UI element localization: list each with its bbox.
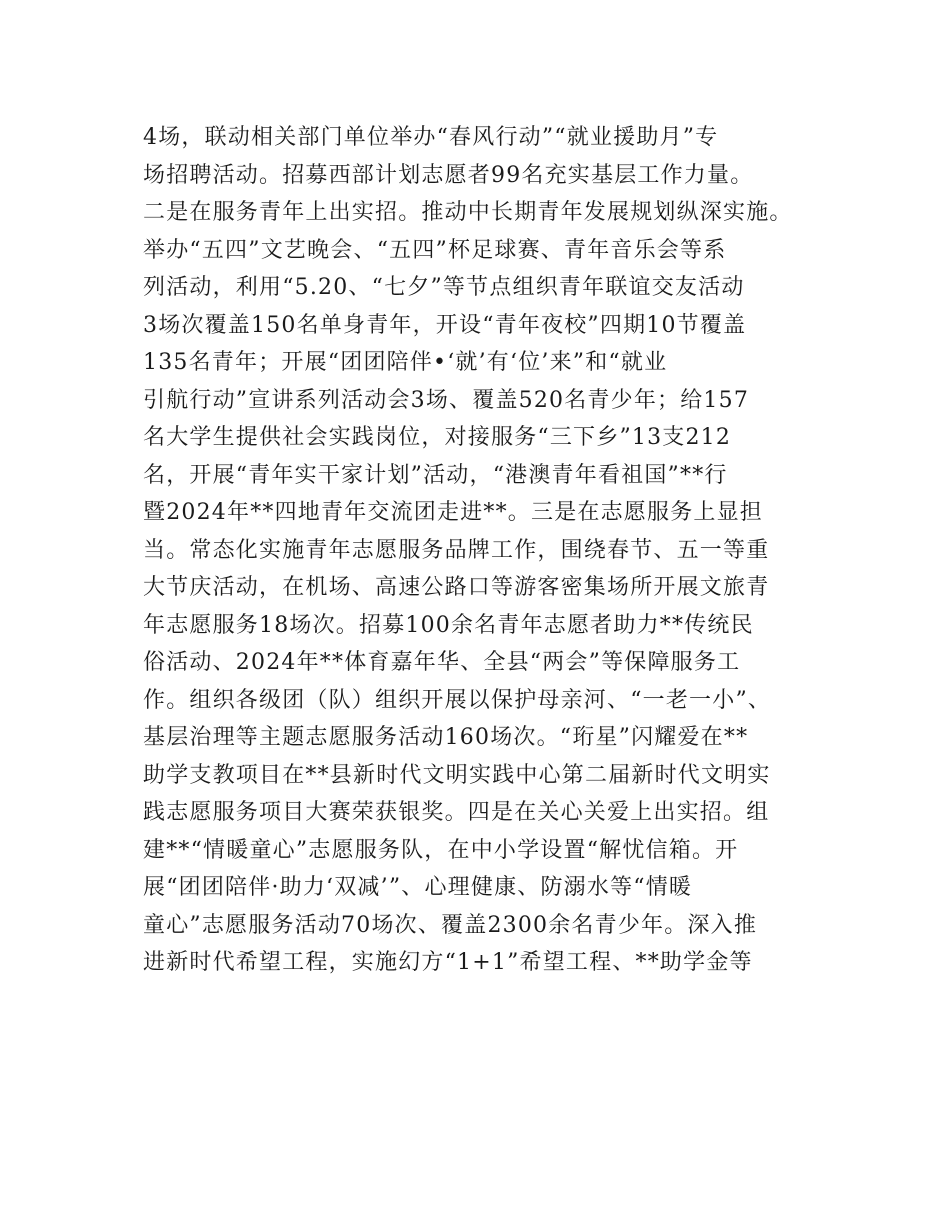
text-line-12: 当。常态化实施青年志愿服务品牌工作，围绕春节、五一等重 [143, 537, 770, 563]
text-line-16: 作。组织各级团（队）组织开展以保护母亲河、“一老一小”、 [143, 687, 772, 713]
text-line-4: 举办“五四”文艺晚会、“五四”杯足球赛、青年音乐会等系 [143, 237, 727, 263]
text-line-5: 列活动，利用“5.20、“七夕”等节点组织青年联谊交友活动 [143, 275, 745, 300]
text-line-18: 助学支教项目在**县新时代文明实践中心第二届新时代文明实 [143, 762, 771, 788]
text-line-2: 场招聘活动。招募西部计划志愿者99名充实基层工作力量。 [143, 162, 754, 188]
body-text [143, 119, 833, 982]
text-line-8: 引航行动”宣讲系列活动会3场、覆盖520名青少年；给157 [143, 387, 750, 413]
text-line-11: 暨2024年**四地青年交流团走进**。三是在志愿服务上显担 [143, 500, 763, 525]
text-line-13: 大节庆活动，在机场、高速公路口等游客密集场所开展文旅青 [143, 575, 770, 600]
text-line-17: 基层治理等主题志愿服务活动160场次。“珩星”闪耀爱在** [143, 725, 749, 750]
text-line-3: 二是在服务青年上出实招。推动中长期青年发展规划纵深实施。 [143, 200, 793, 225]
text-line-7: 135名青年；开展“团团陪伴•‘就’有‘位’来”和“就业 [143, 350, 668, 375]
text-line-10: 名，开展“青年实干家计划”活动，“港澳青年看祖国”**行 [143, 462, 728, 488]
text-line-21: 展“团团陪伴·助力‘双减’”、心理健康、防溺水等“情暖 [143, 875, 693, 900]
text-line-9: 名大学生提供社会实践岗位，对接服务“三下乡”13支212 [143, 425, 732, 450]
text-line-15: 俗活动、2024年**体育嘉年华、全县“两会”等保障服务工 [143, 650, 741, 675]
text-line-14: 年志愿服务18场次。招募100余名青年志愿者助力**传统民 [143, 612, 754, 638]
text-line-22: 童心”志愿服务活动70场次、覆盖2300余名青少年。深入推 [143, 912, 758, 938]
text-line-6: 3场次覆盖150名单身青年，开设“青年夜校”四期10节覆盖 [143, 312, 747, 338]
text-line-1: 4场，联动相关部门单位举办“春风行动”“就业援助月”专 [143, 125, 719, 150]
text-line-20: 建**“情暖童心”志愿服务队，在中小学设置“解忧信箱。开 [143, 837, 739, 863]
text-line-19: 践志愿服务项目大赛荣获银奖。四是在关心关爱上出实招。组 [143, 800, 770, 825]
text-line-23: 进新时代希望工程，实施幻方“1+1”希望工程、**助学金等 [143, 950, 753, 975]
